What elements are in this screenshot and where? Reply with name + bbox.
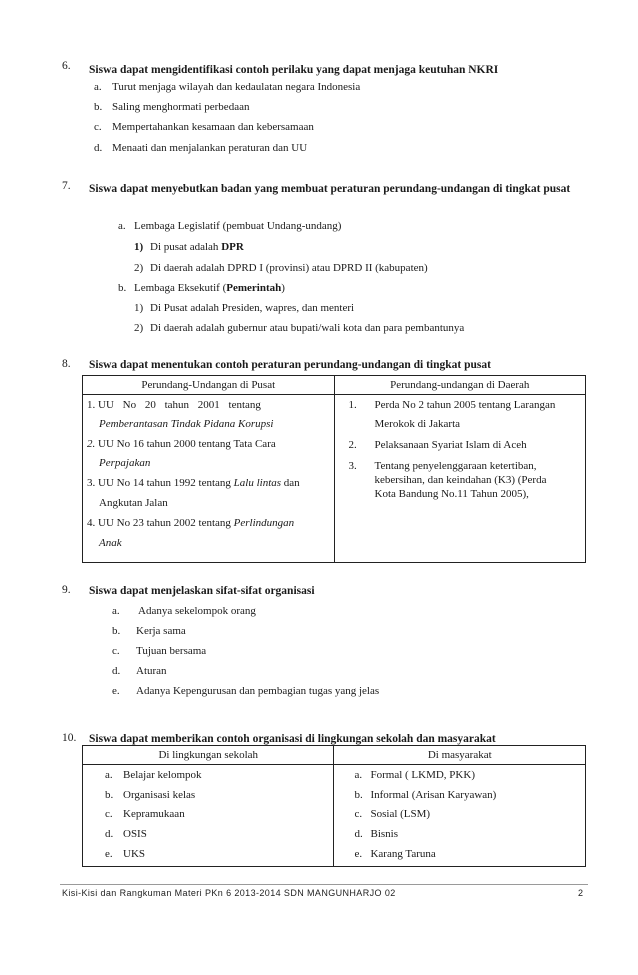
section-number: 9. (62, 584, 71, 596)
list-item: c. Sosial (LSM) (354, 808, 431, 820)
list-item: 1) Di Pusat adalah Presiden, wapres, dan menteri (134, 302, 355, 314)
regulation-table (82, 375, 586, 563)
list-item: 2) Di daerah adalah DPRD I (provinsi) atau DPRD II (kabupaten) (134, 262, 428, 274)
section-number: 7. (62, 180, 71, 192)
list-item: b. Saling menghormati perbedaan (94, 101, 250, 113)
list-item: c. Mempertahankan kesamaan dan kebersamaan (94, 121, 314, 133)
section-heading: Siswa dapat mengidentifikasi contoh perilaku yang dapat menjaga keutuhan NKRI (89, 64, 499, 76)
table-header: Perundang-Undangan di Pusat (83, 376, 335, 395)
list-item: b. Organisasi kelas (105, 789, 196, 801)
list-item: d. Menaati dan menjalankan peraturan dan UU (94, 142, 308, 154)
list-item: e. Adanya Kepengurusan dan pembagian tugas yang jelas (112, 685, 380, 697)
organization-table (82, 745, 586, 867)
list-item: a. Lembaga Legislatif (pembuat Undang-undang) (118, 220, 342, 232)
table-cell: 1. Perda No 2 tahun 2005 tentang Larangan Merokok di Jakarta 2. Pelaksanaan Syariat Islam di Aceh 3. Tentang penyelenggaraan ketertiban, kebersihan, dan keindahan (K3) (Perda Kota Bandung No.11 Tahun 2005), (334, 395, 586, 563)
list-item: b. Kerja sama (112, 625, 186, 637)
list-item: 2. (348, 439, 357, 451)
list-item: 1) Di pusat adalah DPR (134, 241, 244, 253)
list-item: d. OSIS (105, 828, 147, 840)
table-cell (83, 765, 334, 867)
list-item: a. Adanya sekelompok orang (112, 605, 256, 617)
list-item: 2. UU No 16 tahun 2000 tentang Tata Cara (87, 438, 276, 450)
section-heading: Siswa dapat menyebutkan badan yang membuat peraturan perundang-undangan di tingkat pusat (89, 183, 571, 195)
table-cell: 1. UU No 20 tahun 2001 tentang Pemberantasan Tindak Pidana Korupsi 2. UU No 16 tahun 2000 tentang Tata Cara Perpajakan 3. UU No 14 tahun 1992 tentang Lalu lintas dan Angkutan Jalan 4. UU No 23 tahun 2002 tentang Perlindungan Anak (83, 395, 335, 563)
table-header: Di lingkungan sekolah (83, 746, 334, 765)
list-item: d. Bisnis (354, 828, 398, 840)
list-item: 3. (348, 460, 357, 472)
section-heading: Siswa dapat menentukan contoh peraturan perundang-undangan di tingkat pusat (89, 359, 491, 371)
list-item: 1. (348, 399, 357, 411)
section-number: 10. (62, 732, 77, 744)
section-heading: Siswa dapat menjelaskan sifat-sifat organisasi (89, 585, 315, 597)
section-heading: Siswa dapat memberikan contoh organisasi di lingkungan sekolah dan masyarakat (89, 733, 496, 745)
list-item: a. Formal ( LKMD, PKK) (354, 769, 475, 781)
footer-text: Kisi-Kisi dan Rangkuman Materi PKn 6 2013-2014 SDN MANGUNHARJO 02 (62, 888, 396, 898)
section-number: 6. (62, 60, 71, 72)
list-item: a. Turut menjaga wilayah dan kedaulatan negara Indonesia (94, 81, 361, 93)
list-item: 2) Di daerah adalah gubernur atau bupati/wali kota dan para pembantunya (134, 322, 465, 334)
list-item: c. Tujuan bersama (112, 645, 207, 657)
list-item: a. Belajar kelompok (105, 769, 202, 781)
list-item: c. Kepramukaan (105, 808, 185, 820)
list-item: d. Aturan (112, 665, 167, 677)
list-item: b. Lembaga Eksekutif (Pemerintah) (118, 282, 285, 294)
list-item: 1. UU No 20 tahun 2001 tentang (87, 399, 261, 411)
list-item: 4. UU No 23 tahun 2002 tentang Perlindungan (87, 517, 295, 529)
table-header: Perundang-undangan di Daerah (334, 376, 586, 395)
list-item: e. UKS (105, 848, 146, 860)
footer-divider (60, 884, 588, 885)
list-item: 3. UU No 14 tahun 1992 tentang Lalu lintas dan (87, 477, 300, 489)
list-item: b. Informal (Arisan Karyawan) (354, 789, 497, 801)
page-number: 2 (578, 888, 584, 898)
section-number: 8. (62, 358, 71, 370)
table-cell (334, 765, 586, 867)
list-item: e. Karang Taruna (354, 848, 436, 860)
table-header: Di masyarakat (334, 746, 586, 765)
